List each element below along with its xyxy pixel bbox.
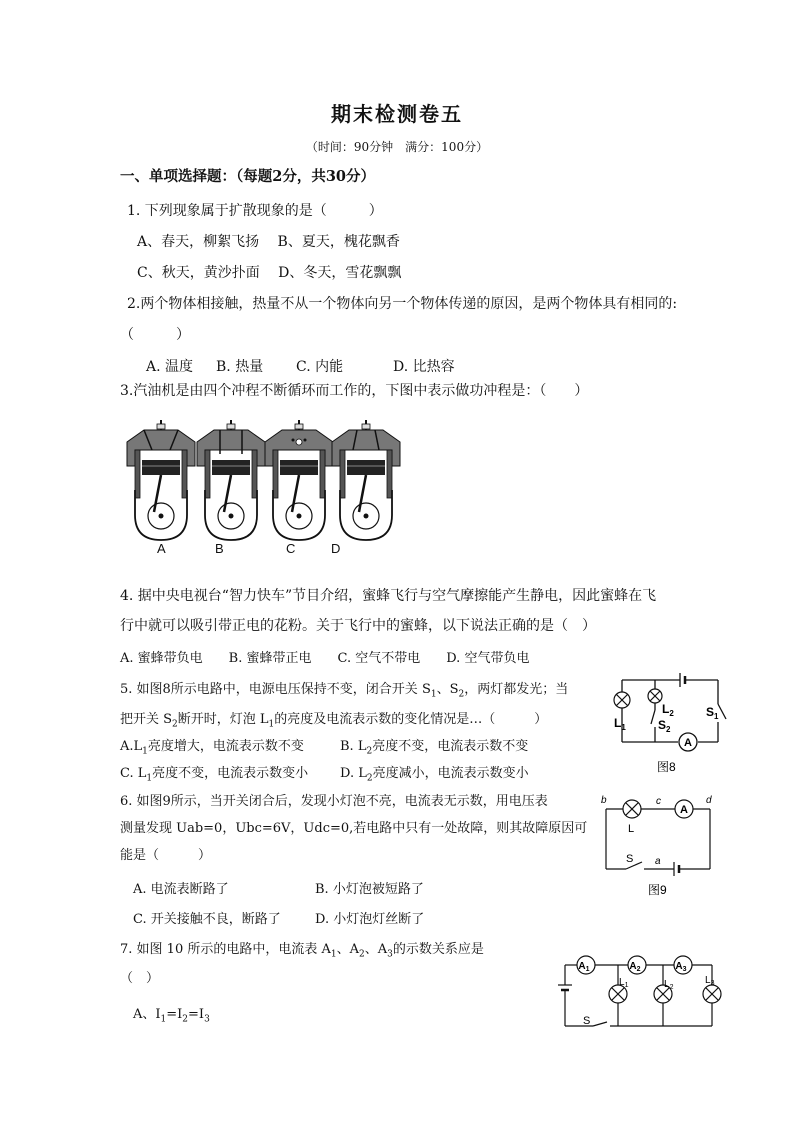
question-1-stem: 1. 下列现象属于扩散现象的是（ ） <box>127 203 383 219</box>
circuit-figure-10 <box>555 952 725 1034</box>
svg-text:A: A <box>684 737 692 749</box>
question-5-option-a: $A.L_1$亮度增大，电流表示数不变 <box>120 739 304 757</box>
circuit-figure-8 <box>610 672 730 777</box>
question-4-line-1: 4. 据中央电视台“智力快车”节目介绍，蜜蜂飞行与空气摩擦能产生静电，因此蜜蜂在飞 <box>120 588 657 604</box>
svg-text:S2: $S_2$ <box>658 718 671 734</box>
svg-text:A1: $A_1$ <box>578 961 590 973</box>
question-7-stem: 7. 如图 10 所示的电路中，电流表 $A_1$、$A_2$、$A_3$的示数关系应是 <box>120 942 484 960</box>
svg-text:S: S <box>583 1015 591 1027</box>
question-2-option-c: C. 内能 <box>296 359 344 375</box>
engine-label-a: A <box>157 541 166 556</box>
svg-text:A2: $A_2$ <box>629 961 641 973</box>
svg-text:S: S <box>626 853 634 865</box>
engine-label-c: C <box>286 541 296 556</box>
svg-text:图8: 图8 <box>657 760 676 774</box>
svg-text:a: a <box>655 856 661 867</box>
question-6-option-d: D. 小灯泡灯丝断了 <box>315 912 425 927</box>
engine-stroke-diagrams <box>124 418 394 543</box>
svg-text:L: L <box>628 823 635 835</box>
svg-text:S1: $S_1$ <box>706 705 719 721</box>
ammeter-a3-icon <box>674 956 692 974</box>
svg-text:L1: $L_1$ <box>619 977 629 989</box>
svg-text:L2: $L_2$ <box>662 702 674 718</box>
engine-label-d: D <box>331 541 341 556</box>
svg-text:图9: 图9 <box>648 883 667 897</box>
question-2-paren: （ ） <box>120 327 190 343</box>
svg-text:L1: $L_1$ <box>614 716 626 732</box>
exam-info: （时间：90分钟 满分：100分） <box>305 140 489 154</box>
question-4-line-2: 行中就可以吸引带正电的花粉。关于飞行中的蜜蜂，以下说法正确的是（ ） <box>120 618 596 634</box>
question-6-option-c: C. 开关接触不良，断路了 <box>133 912 281 927</box>
question-2-option-b: B. 热量 <box>216 359 264 375</box>
section-heading: 一、单项选择题：（每题2分，共30分） <box>120 168 376 185</box>
question-1-options-ab: A、春天，柳絮飞扬 B、夏天，槐花飘香 <box>137 234 400 250</box>
svg-text:L3: $L_3$ <box>705 975 715 987</box>
question-7-paren: （ ） <box>120 971 160 986</box>
question-4-options: A. 蜜蜂带负电 B. 蜜蜂带正电 C. 空气不带电 D. 空气带负电 <box>120 651 530 666</box>
question-6-option-a: A. 电流表断路了 <box>133 882 229 897</box>
question-6-option-b: B. 小灯泡被短路了 <box>315 882 424 897</box>
circuit-figure-9 <box>598 792 718 902</box>
question-3-stem: 3.汽油机是由四个冲程不断循环而工作的，下图中表示做功冲程是：（ ） <box>120 383 589 399</box>
svg-text:A3: $A_3$ <box>675 961 687 973</box>
svg-text:b: b <box>601 795 607 806</box>
svg-text:L2: $L_2$ <box>664 979 674 991</box>
ammeter-icon <box>675 800 693 818</box>
question-5-option-d: D. $L_2$亮度减小，电流表示数变小 <box>340 766 529 784</box>
question-2-stem: 2.两个物体相接触，热量不从一个物体向另一个物体传递的原因，是两个物体具有相同的: <box>127 296 678 312</box>
question-7-option-a: A、$I_1=I_2=I_3$ <box>133 1007 210 1025</box>
lamp-l1-icon <box>614 692 630 708</box>
question-2-option-d: D. 比热容 <box>393 359 455 375</box>
engine-label-b: B <box>215 541 224 556</box>
svg-text:A: A <box>680 804 688 816</box>
question-5-option-c: C. $L_1$亮度不变，电流表示数变小 <box>120 766 309 784</box>
question-2-option-a: A. 温度 <box>146 359 194 375</box>
ammeter-a2-icon <box>628 956 646 974</box>
question-6-line-3: 能是（ ） <box>120 848 212 863</box>
ammeter-icon <box>679 733 697 751</box>
question-5-line-1: 5. 如图8所示电路中，电源电压保持不变，闭合开关 $S_1$、$S_2$，两灯都发光；当 <box>120 682 569 700</box>
question-5-option-b: B. $L_2$亮度不变，电流表示数不变 <box>340 739 529 757</box>
svg-text:d: d <box>706 795 712 806</box>
ammeter-a1-icon <box>577 956 595 974</box>
question-6-line-2: 测量发现 Uab=0，Ubc=6V，Udc=0,若电路中只有一处故障，则其故障原因可 <box>120 821 588 836</box>
question-1-options-cd: C、秋天，黄沙扑面 D、冬天，雪花飘飘 <box>137 265 402 281</box>
lamp-l2-icon <box>648 689 662 703</box>
lamp-l3-icon <box>703 985 721 1003</box>
page-title: 期末检测卷五 <box>331 102 463 126</box>
question-5-line-2: 把开关 $S_2$断开时，灯泡 $L_1$的亮度及电流表示数的变化情况是…（ ） <box>120 712 548 730</box>
question-6-line-1: 6. 如图9所示，当开关闭合后，发现小灯泡不亮，电流表无示数，用电压表 <box>120 794 548 809</box>
svg-text:c: c <box>656 796 661 807</box>
lamp-l-icon <box>623 800 641 818</box>
